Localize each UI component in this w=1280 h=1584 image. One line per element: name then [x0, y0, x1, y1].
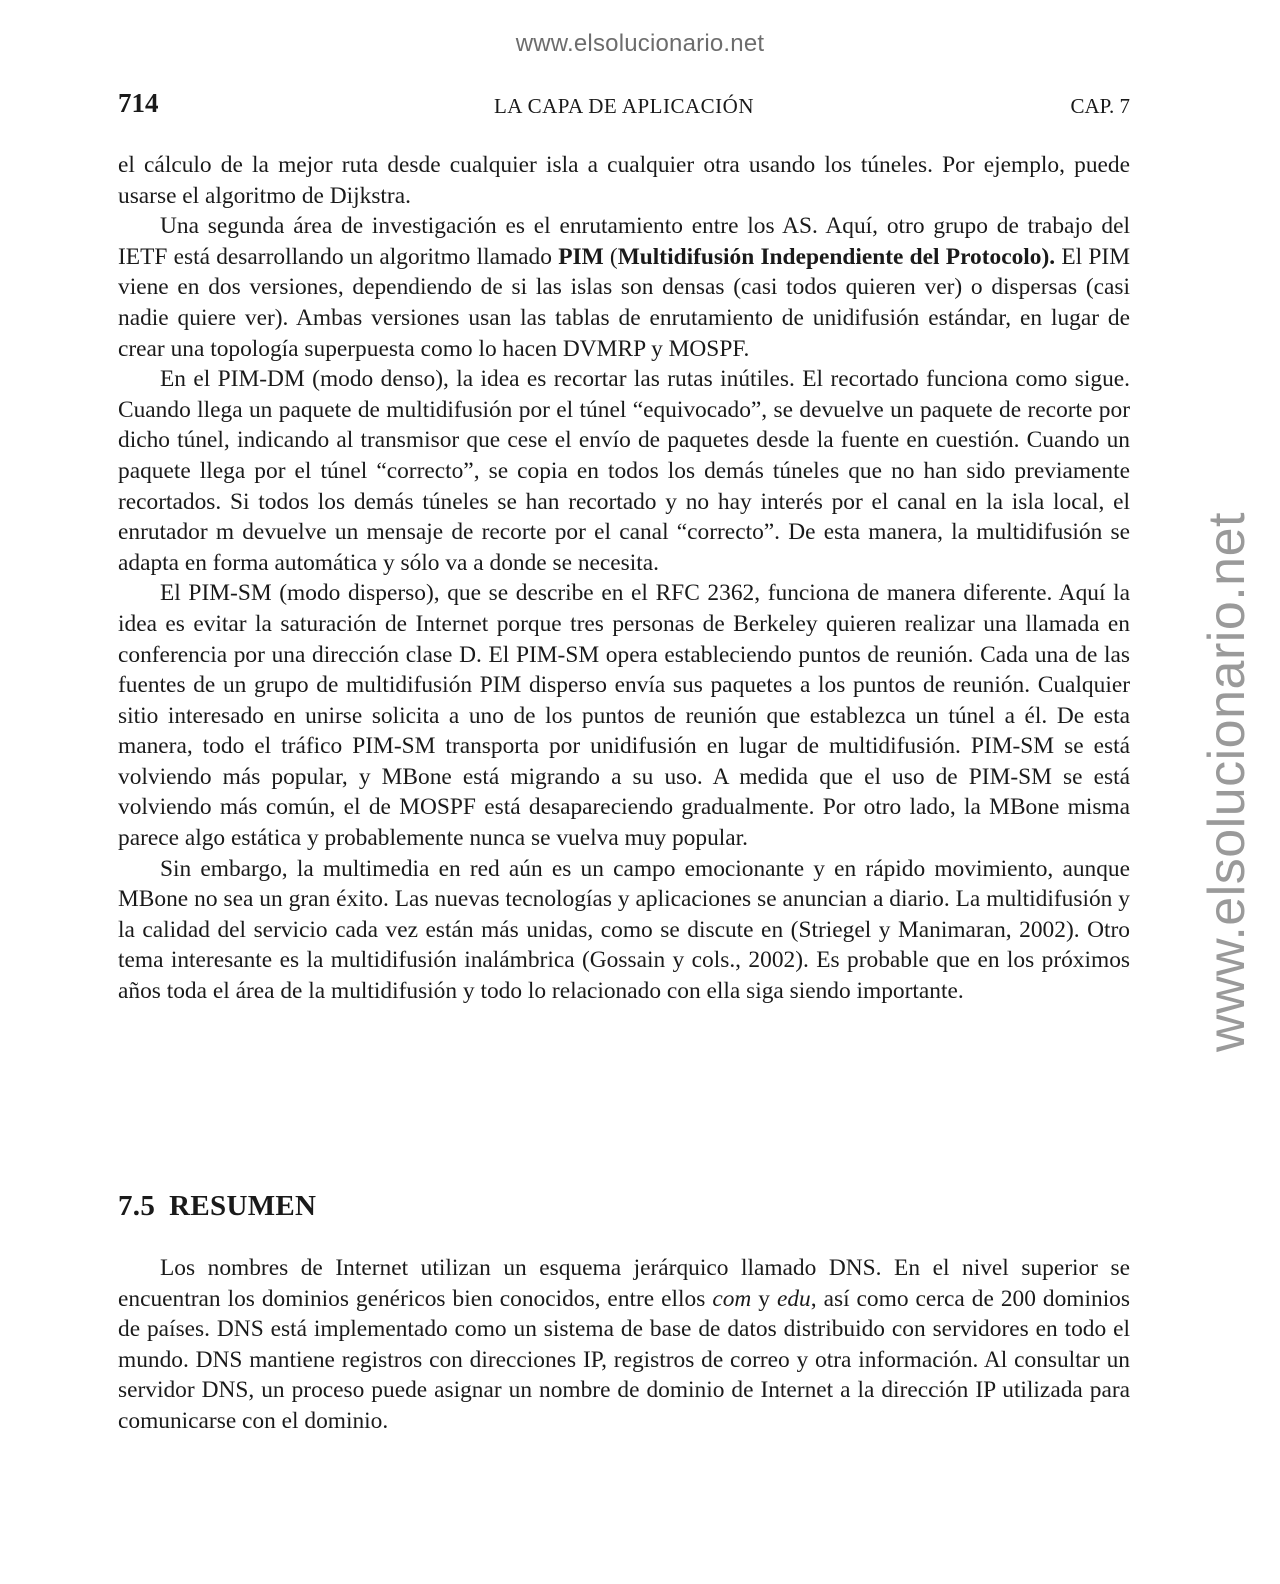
- paragraph-text: (: [603, 243, 618, 270]
- page-number: 714: [118, 88, 159, 118]
- paragraph-text: y: [751, 1285, 777, 1312]
- watermark-side-text: www.elsolucionario.net: [1198, 512, 1256, 1052]
- paragraph-continued: el cálculo de la mejor ruta desde cualquier isla a cualquier otra usando los túneles. Por ejemplo, puede usarse el algoritmo de Dijkstra.: [118, 152, 1130, 209]
- paragraph-pim-intro: [118, 211, 1130, 364]
- running-head: [118, 88, 1130, 124]
- term-pim: PIM: [558, 243, 604, 270]
- chapter-ref: CAP. 7: [1070, 94, 1130, 118]
- term-com: com: [712, 1285, 752, 1312]
- watermark-top: www.elsolucionario.net: [515, 30, 765, 57]
- section-number: 7.5: [118, 1190, 156, 1222]
- paragraph-text: Una segunda área de investigación es el enrutamiento entre los AS. Aquí, otro grupo de trabajo del IETF está desarrollando un algoritmo llamado: [118, 213, 1130, 270]
- paragraph-pim-sm: El PIM-SM (modo disperso), que se describe en el RFC 2362, funciona de manera diferente. Aquí la idea es evitar la saturación de Internet porque tres personas de Berkeley quieren realizar una llamada en conferencia por una dirección clase D. El PIM-SM opera estableciendo puntos de reunión. Cada una de las fuentes de un grupo de multidifusión PIM disperso envía sus paquetes a los puntos de reunión. Cualquier sitio interesado en unirse solicita a uno de los puntos de reunión que establezca un túnel a él. De esta manera, todo el tráfico PIM-SM transporta por unidifusión en lugar de multidifusión. PIM-SM se está volviendo más popular, y MBone está migrando a su uso. A medida que el uso de PIM-SM se está volviendo más común, el de MOSPF está desapareciendo gradualmente. Por otro lado, la MBone misma parece algo estática y probablemente nunca se vuelva muy popular.: [118, 580, 1130, 852]
- summary-text: [118, 1253, 1130, 1437]
- paragraph-outlook: Sin embargo, la multimedia en red aún es un campo emocionante y en rápido movimiento, aunque MBone no sea un gran éxito. Las nuevas tecnologías y aplicaciones se anuncian a diario. La multidifusión y la calidad del servicio cada vez están más unidas, como se discute en (Striegel y Manimaran, 2002). Otro tema interesante es la multidifusión inalámbrica (Gossain y cols., 2002). Es probable que en los próximos años toda el área de la multidifusión y todo lo relacionado con ella siga siendo importante.: [118, 855, 1130, 1005]
- paragraph-summary: [118, 1253, 1130, 1437]
- body-text: [118, 150, 1130, 1007]
- term-edu: edu: [776, 1285, 811, 1312]
- chapter-title: LA CAPA DE APLICACIÓN: [493, 94, 755, 118]
- paragraph-text: Los nombres de Internet utilizan un esquema jerárquico llamado DNS. En el nivel superior se encuentran los dominios genéricos bien conocidos, entre ellos: [118, 1255, 1130, 1312]
- paragraph-text: El PIM viene en dos versiones, dependiendo de si las islas son densas (casi todos quieren ver) o dispersas (casi nadie quiere ver). Ambas versiones usan las tablas de enrutamiento de unidifusión estándar, en lugar de crear una topología superpuesta como lo hacen DVMRP y MOSPF.: [118, 243, 1131, 362]
- paragraph-pim-dm: En el PIM-DM (modo denso), la idea es recortar las rutas inútiles. El recortado funciona como sigue. Cuando llega un paquete de multidifusión por el túnel “equivocado”, se devuelve un paquete de recorte por dicho túnel, indicando al transmisor que cese el envío de paquetes desde la fuente en cuestión. Cuando un paquete llega por el túnel “correcto”, se copia en todos los demás túneles que no han sido previamente recortados. Si todos los demás túneles se han recortado y no hay interés por el canal en la isla local, el enrutador m devuelve un mensaje de recorte por el canal “correcto”. De esta manera, la multidifusión se adapta en forma automática y sólo va a donde se necesita.: [118, 366, 1130, 576]
- section-heading: [118, 1190, 316, 1223]
- term-pim-expansion: Multidifusión Independiente del Protocolo).: [617, 243, 1056, 270]
- paragraph-text: , así como cerca de 200 dominios de países. DNS está implementado como un sistema de base de datos distribuido con servidores en todo el mundo. DNS mantiene registros con direcciones IP, registros de correo y otra información. Al consultar un servidor DNS, un proceso puede asignar un nombre de dominio de Internet a la dirección IP utilizada para comunicarse con el dominio.: [118, 1285, 1130, 1434]
- section-title: RESUMEN: [169, 1190, 317, 1222]
